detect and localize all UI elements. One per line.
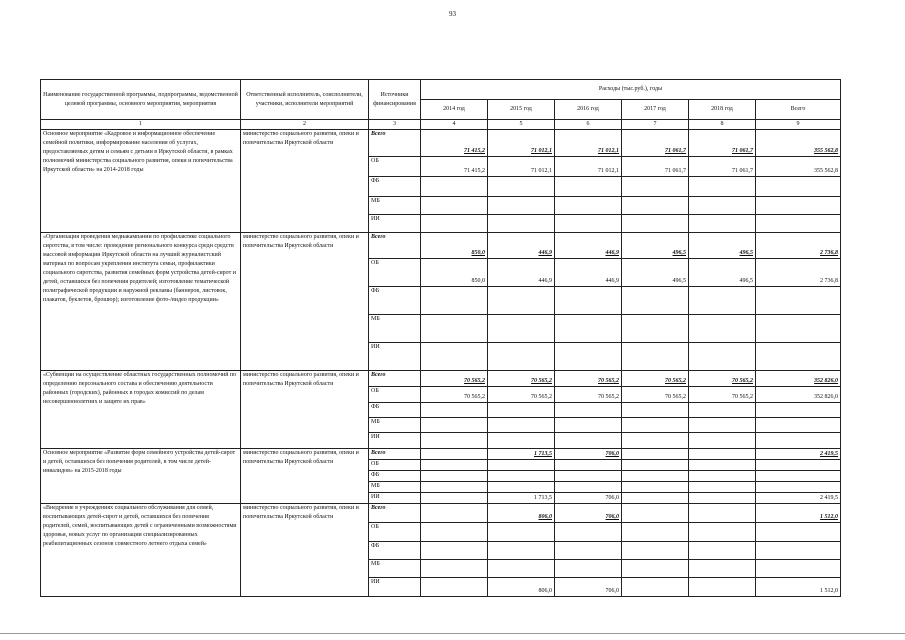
year-value bbox=[622, 343, 689, 371]
year-value bbox=[689, 433, 756, 449]
total-value bbox=[756, 177, 841, 197]
year-value bbox=[488, 523, 555, 542]
total-value: 355 562,8 bbox=[756, 130, 841, 157]
year-value bbox=[689, 449, 756, 460]
year-value bbox=[555, 215, 622, 233]
total-value bbox=[756, 215, 841, 233]
column-number: 6 bbox=[555, 120, 622, 130]
year-value: 71 012,1 bbox=[555, 157, 622, 177]
year-value bbox=[488, 197, 555, 215]
funding-source: Всего bbox=[369, 504, 421, 523]
header-sources: Источники финансирования bbox=[369, 80, 421, 120]
year-value bbox=[421, 215, 488, 233]
total-value: 352 826,0 bbox=[756, 387, 841, 403]
column-number-row bbox=[41, 120, 841, 130]
item-name: «Субвенции на осуществление областных государственных полномочий по определению персонального состава и обеспечению деятельности районных (городских), районных в городах комиссий по делам несовершеннолетних и защите их прав» bbox=[41, 371, 241, 449]
total-value bbox=[756, 560, 841, 578]
funding-source: ФБ bbox=[369, 177, 421, 197]
year-value bbox=[622, 287, 689, 315]
year-value: 70 565,2 bbox=[488, 387, 555, 403]
column-number: 9 bbox=[756, 120, 841, 130]
funding-source: ОБ bbox=[369, 157, 421, 177]
table-row bbox=[41, 130, 841, 157]
column-number: 7 bbox=[622, 120, 689, 130]
header-year: 2015 год bbox=[488, 100, 555, 120]
year-value: 70 565,2 bbox=[689, 371, 756, 387]
column-number: 3 bbox=[369, 120, 421, 130]
funding-source: МБ bbox=[369, 482, 421, 493]
year-value bbox=[488, 542, 555, 560]
year-value bbox=[421, 315, 488, 343]
year-value bbox=[488, 177, 555, 197]
year-value bbox=[555, 197, 622, 215]
funding-source: Всего bbox=[369, 449, 421, 460]
year-value bbox=[421, 433, 488, 449]
year-value bbox=[689, 215, 756, 233]
year-value: 850,0 bbox=[421, 233, 488, 259]
year-value: 71 415,2 bbox=[421, 157, 488, 177]
column-number: 2 bbox=[241, 120, 369, 130]
year-value bbox=[555, 482, 622, 493]
year-value: 70 565,2 bbox=[555, 387, 622, 403]
funding-source: ИИ bbox=[369, 343, 421, 371]
year-value bbox=[622, 493, 689, 504]
column-number: 8 bbox=[689, 120, 756, 130]
year-value bbox=[622, 215, 689, 233]
year-value bbox=[622, 449, 689, 460]
total-value: 1 512,0 bbox=[756, 504, 841, 523]
year-value bbox=[689, 460, 756, 471]
total-value bbox=[756, 523, 841, 542]
funding-source: ОБ bbox=[369, 460, 421, 471]
page-edge-line bbox=[0, 633, 905, 634]
year-value bbox=[689, 343, 756, 371]
year-value bbox=[421, 460, 488, 471]
year-value bbox=[689, 542, 756, 560]
column-number: 1 bbox=[41, 120, 241, 130]
funding-source: ОБ bbox=[369, 259, 421, 287]
year-value bbox=[421, 418, 488, 433]
year-value bbox=[421, 523, 488, 542]
year-value bbox=[488, 215, 555, 233]
item-responsible: министерство социального развития, опеки и попечительства Иркутской области bbox=[241, 504, 369, 597]
total-value: 355 562,8 bbox=[756, 157, 841, 177]
year-value bbox=[689, 177, 756, 197]
year-value bbox=[689, 504, 756, 523]
year-value: 706,0 bbox=[555, 493, 622, 504]
funding-source: Всего bbox=[369, 130, 421, 157]
funding-source: ИИ bbox=[369, 578, 421, 597]
budget-table bbox=[40, 79, 841, 597]
total-value: 2 736,8 bbox=[756, 259, 841, 287]
total-value bbox=[756, 542, 841, 560]
column-number: 4 bbox=[421, 120, 488, 130]
total-value bbox=[756, 315, 841, 343]
year-value: 71 012,1 bbox=[488, 157, 555, 177]
year-value: 496,5 bbox=[689, 259, 756, 287]
year-value bbox=[421, 197, 488, 215]
header-expenses: Расходы (тыс.руб.), годы bbox=[421, 80, 841, 100]
year-value bbox=[622, 197, 689, 215]
year-value: 706,0 bbox=[555, 449, 622, 460]
total-value bbox=[756, 460, 841, 471]
year-value bbox=[421, 177, 488, 197]
funding-source: Всего bbox=[369, 371, 421, 387]
year-value bbox=[421, 578, 488, 597]
funding-source: Всего bbox=[369, 233, 421, 259]
total-value bbox=[756, 482, 841, 493]
year-value: 71 415,2 bbox=[421, 130, 488, 157]
table-row bbox=[41, 449, 841, 460]
year-value bbox=[622, 177, 689, 197]
year-value: 71 012,1 bbox=[488, 130, 555, 157]
year-value bbox=[421, 504, 488, 523]
year-value: 70 565,2 bbox=[622, 371, 689, 387]
year-value bbox=[622, 482, 689, 493]
year-value bbox=[622, 578, 689, 597]
year-value: 70 565,2 bbox=[555, 371, 622, 387]
year-value bbox=[421, 542, 488, 560]
year-value: 496,5 bbox=[622, 259, 689, 287]
year-value bbox=[488, 287, 555, 315]
year-value: 70 565,2 bbox=[421, 371, 488, 387]
year-value: 1 713,5 bbox=[488, 493, 555, 504]
total-value: 2 419,5 bbox=[756, 493, 841, 504]
year-value: 71 061,7 bbox=[689, 157, 756, 177]
total-value: 2 419,5 bbox=[756, 449, 841, 460]
year-value bbox=[689, 493, 756, 504]
header-year: 2018 год bbox=[689, 100, 756, 120]
funding-source: ФБ bbox=[369, 471, 421, 482]
item-responsible: министерство социального развития, опеки и попечительства Иркутской области bbox=[241, 233, 369, 371]
year-value bbox=[689, 403, 756, 418]
year-value: 71 061,7 bbox=[689, 130, 756, 157]
table-row bbox=[41, 371, 841, 387]
total-value: 1 512,0 bbox=[756, 578, 841, 597]
year-value bbox=[622, 460, 689, 471]
total-value bbox=[756, 418, 841, 433]
funding-source: ОБ bbox=[369, 387, 421, 403]
year-value bbox=[421, 493, 488, 504]
page-number: 93 bbox=[449, 10, 456, 18]
header-year: 2016 год bbox=[555, 100, 622, 120]
table-header bbox=[41, 80, 841, 130]
year-value bbox=[421, 449, 488, 460]
year-value bbox=[555, 433, 622, 449]
year-value bbox=[488, 343, 555, 371]
year-value: 806,0 bbox=[488, 578, 555, 597]
year-value bbox=[689, 315, 756, 343]
year-value bbox=[622, 523, 689, 542]
year-value bbox=[488, 418, 555, 433]
total-value: 2 736,8 bbox=[756, 233, 841, 259]
year-value bbox=[555, 460, 622, 471]
year-value: 446,9 bbox=[488, 233, 555, 259]
year-value: 446,9 bbox=[555, 259, 622, 287]
item-name: Основное мероприятие «Развитие форм семейного устройства детей-сирот и детей, оставшихся без попечения родителей, в том числе детей-инвалидов» на 2015-2018 годы bbox=[41, 449, 241, 504]
year-value bbox=[689, 578, 756, 597]
year-value bbox=[488, 403, 555, 418]
year-value: 806,0 bbox=[488, 504, 555, 523]
year-value bbox=[488, 433, 555, 449]
column-number: 5 bbox=[488, 120, 555, 130]
funding-source: ИИ bbox=[369, 215, 421, 233]
total-value bbox=[756, 287, 841, 315]
year-value bbox=[689, 418, 756, 433]
year-value: 70 565,2 bbox=[622, 387, 689, 403]
year-value bbox=[689, 471, 756, 482]
year-value bbox=[689, 523, 756, 542]
total-value bbox=[756, 343, 841, 371]
year-value: 446,9 bbox=[488, 259, 555, 287]
year-value bbox=[689, 560, 756, 578]
header-total: Всего bbox=[756, 100, 841, 120]
header-year: 2014 год bbox=[421, 100, 488, 120]
header-responsible: Ответственный исполнитель, соисполнители, участники, исполнители мероприятий bbox=[241, 80, 369, 120]
year-value bbox=[421, 343, 488, 371]
year-value bbox=[622, 433, 689, 449]
year-value bbox=[555, 403, 622, 418]
funding-source: ИИ bbox=[369, 493, 421, 504]
year-value bbox=[421, 287, 488, 315]
funding-source: МБ bbox=[369, 197, 421, 215]
year-value: 496,5 bbox=[622, 233, 689, 259]
year-value bbox=[555, 287, 622, 315]
year-value bbox=[622, 418, 689, 433]
year-value bbox=[555, 560, 622, 578]
year-value: 71 012,1 bbox=[555, 130, 622, 157]
item-name: Основное мероприятие «Кадровое и информационное обеспечение семейной политики, информирование населения об услугах, предоставляемых детям и семьям с детьми в Иркутской области, в рамках полномочий министерства социального развития, опеки и попечительства Иркутской области» на 2014-2018 годы bbox=[41, 130, 241, 233]
item-responsible: министерство социального развития, опеки и попечительства Иркутской области bbox=[241, 371, 369, 449]
funding-source: МБ bbox=[369, 418, 421, 433]
year-value bbox=[421, 482, 488, 493]
year-value: 70 565,2 bbox=[421, 387, 488, 403]
year-value bbox=[689, 197, 756, 215]
year-value bbox=[622, 403, 689, 418]
year-value bbox=[488, 560, 555, 578]
year-value bbox=[488, 315, 555, 343]
year-value bbox=[421, 403, 488, 418]
funding-source: ФБ bbox=[369, 542, 421, 560]
year-value bbox=[622, 542, 689, 560]
year-value bbox=[622, 471, 689, 482]
year-value: 70 565,2 bbox=[488, 371, 555, 387]
year-value: 70 565,2 bbox=[689, 387, 756, 403]
funding-source: ФБ bbox=[369, 403, 421, 418]
year-value bbox=[555, 315, 622, 343]
funding-source: ИИ bbox=[369, 433, 421, 449]
year-value: 706,0 bbox=[555, 504, 622, 523]
year-value bbox=[488, 482, 555, 493]
item-responsible: министерство социального развития, опеки и попечительства Иркутской области bbox=[241, 130, 369, 233]
total-value bbox=[756, 403, 841, 418]
year-value bbox=[555, 542, 622, 560]
year-value bbox=[488, 460, 555, 471]
table-row bbox=[41, 233, 841, 259]
funding-source: ОБ bbox=[369, 523, 421, 542]
year-value: 850,0 bbox=[421, 259, 488, 287]
year-value bbox=[421, 560, 488, 578]
year-value: 446,9 bbox=[555, 233, 622, 259]
year-value bbox=[555, 523, 622, 542]
item-name: «Внедрение в учреждениях социального обслуживания для семей, воспитывающих детей-сирот и детей, оставшихся без попечения родителей, семей, воспитывающих детей с ограниченными возможностями здоровья, новых услуг по организации специализированных реабилитационных сезонов совместного летнего отдыха семей» bbox=[41, 504, 241, 597]
year-value: 71 061,7 bbox=[622, 130, 689, 157]
total-value bbox=[756, 197, 841, 215]
year-value: 706,0 bbox=[555, 578, 622, 597]
table-body bbox=[41, 130, 841, 597]
header-name: Наименование государственной программы, подпрограммы, ведомственной целевой программы, основного мероприятия, мероприятия bbox=[41, 80, 241, 120]
item-responsible: министерство социального развития, опеки и попечительства Иркутской области bbox=[241, 449, 369, 504]
year-value bbox=[555, 177, 622, 197]
year-value: 71 061,7 bbox=[622, 157, 689, 177]
total-value bbox=[756, 471, 841, 482]
year-value bbox=[689, 482, 756, 493]
year-value bbox=[555, 343, 622, 371]
header-year: 2017 год bbox=[622, 100, 689, 120]
year-value bbox=[622, 560, 689, 578]
year-value bbox=[689, 287, 756, 315]
funding-source: МБ bbox=[369, 315, 421, 343]
year-value bbox=[421, 471, 488, 482]
year-value bbox=[622, 315, 689, 343]
table-row bbox=[41, 504, 841, 523]
funding-source: ФБ bbox=[369, 287, 421, 315]
year-value: 1 713,5 bbox=[488, 449, 555, 460]
year-value bbox=[622, 504, 689, 523]
year-value bbox=[488, 471, 555, 482]
year-value: 496,5 bbox=[689, 233, 756, 259]
funding-source: МБ bbox=[369, 560, 421, 578]
item-name: «Организация проведения медиакампании по профилактике социального сиротства, в том числе: проведение регионального конкурса среди средств массовой информации Иркутской области на лучший журналистский материал по вопросам укрепления института семьи, профилактики социального сиротства, развития семейных форм устройства детей-сирот и детей, оставшихся без попечения родителей; изготовление тематической полиграфической продукции и наружной рекламы (баннеров, листовок, плакатов, буклетов, брошюр); изготовление фото-/видео продукции» bbox=[41, 233, 241, 371]
year-value bbox=[555, 471, 622, 482]
year-value bbox=[555, 418, 622, 433]
total-value bbox=[756, 433, 841, 449]
total-value: 352 826,0 bbox=[756, 371, 841, 387]
